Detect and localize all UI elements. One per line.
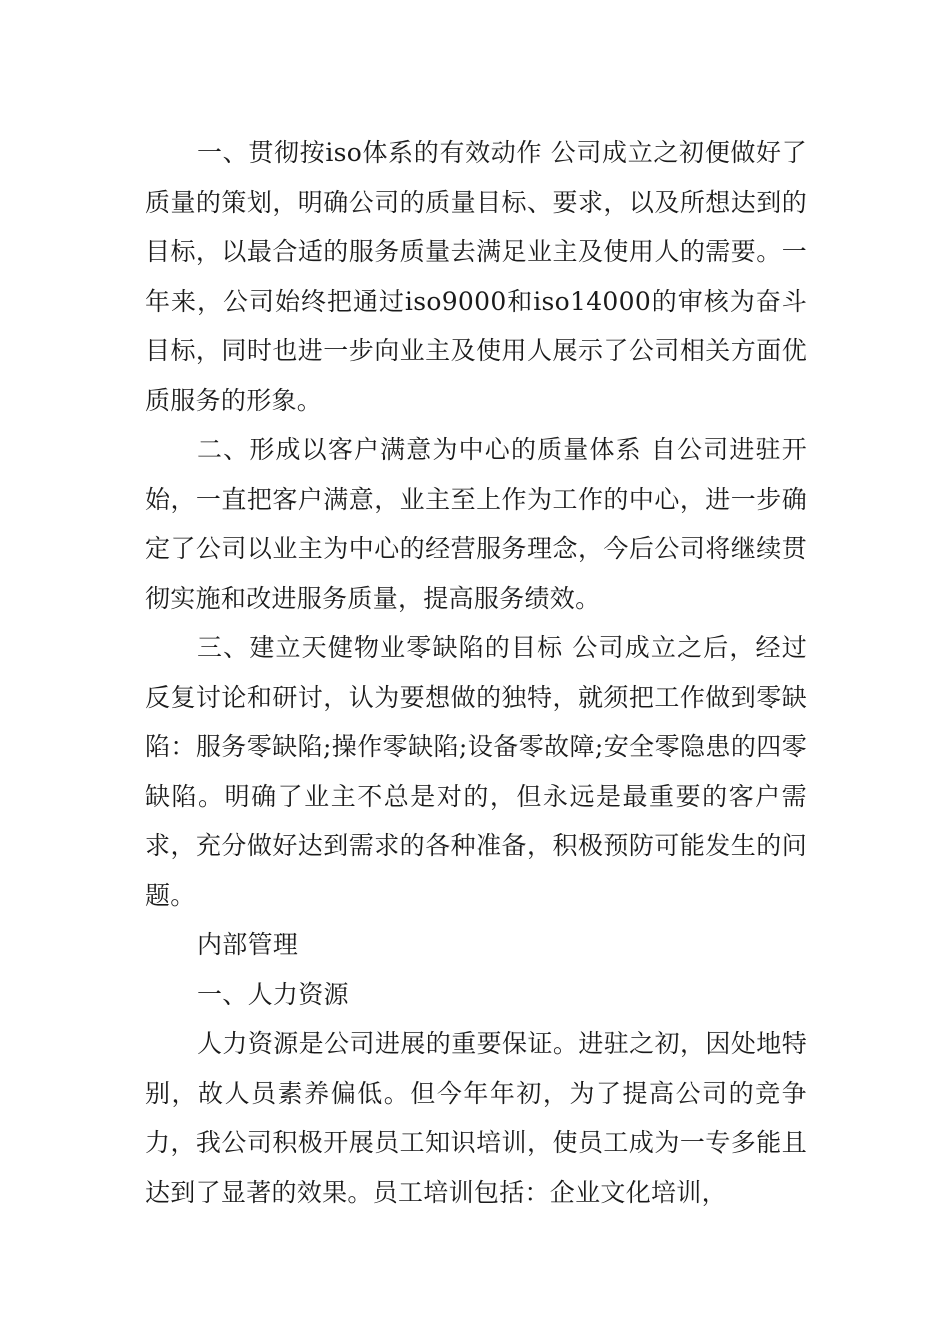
section-heading-internal-management: 内部管理 — [197, 930, 299, 959]
paragraph-human-resources: 人力资源是公司进展的重要保证。进驻之初，因处地特别，故人员素养偏低。但今年年初，为了提高公司的竞争力，我公司积极开展员工知识培训，使员工成为一专多能且达到了显著的效果。员工培训包括：企业文化培训， — [145, 1029, 807, 1207]
subheading-human-resources: 一、人力资源 — [197, 979, 349, 1009]
paragraph-iso-system: 一、贯彻按iso体系的有效动作 公司成立之初便做好了质量的策划，明确公司的质量目标、要求，以及所想达到的目标，以最合适的服务质量去满足业主及使用人的需要。一年来，公司始终把通过iso9000和iso14000的审核为奋斗目标，同时也进一步向业主及使用人展示了公司相关方面优质服务的形象。 — [145, 138, 807, 415]
document-body — [145, 128, 807, 1217]
paragraph-zero-defect: 三、建立天健物业零缺陷的目标 公司成立之后，经过反复讨论和研讨，认为要想做的独特，就须把工作做到零缺陷：服务零缺陷;操作零缺陷;设备零故障;安全零隐患的四零缺陷。明确了业主不总是对的，但永远是最重要的客户需求，充分做好达到需求的各种准备，积极预防可能发生的问题。 — [145, 633, 807, 910]
paragraph-customer-satisfaction: 二、形成以客户满意为中心的质量体系 自公司进驻开始，一直把客户满意，业主至上作为工作的中心，进一步确定了公司以业主为中心的经营服务理念，今后公司将继续贯彻实施和改进服务质量，提高服务绩效。 — [145, 435, 807, 613]
